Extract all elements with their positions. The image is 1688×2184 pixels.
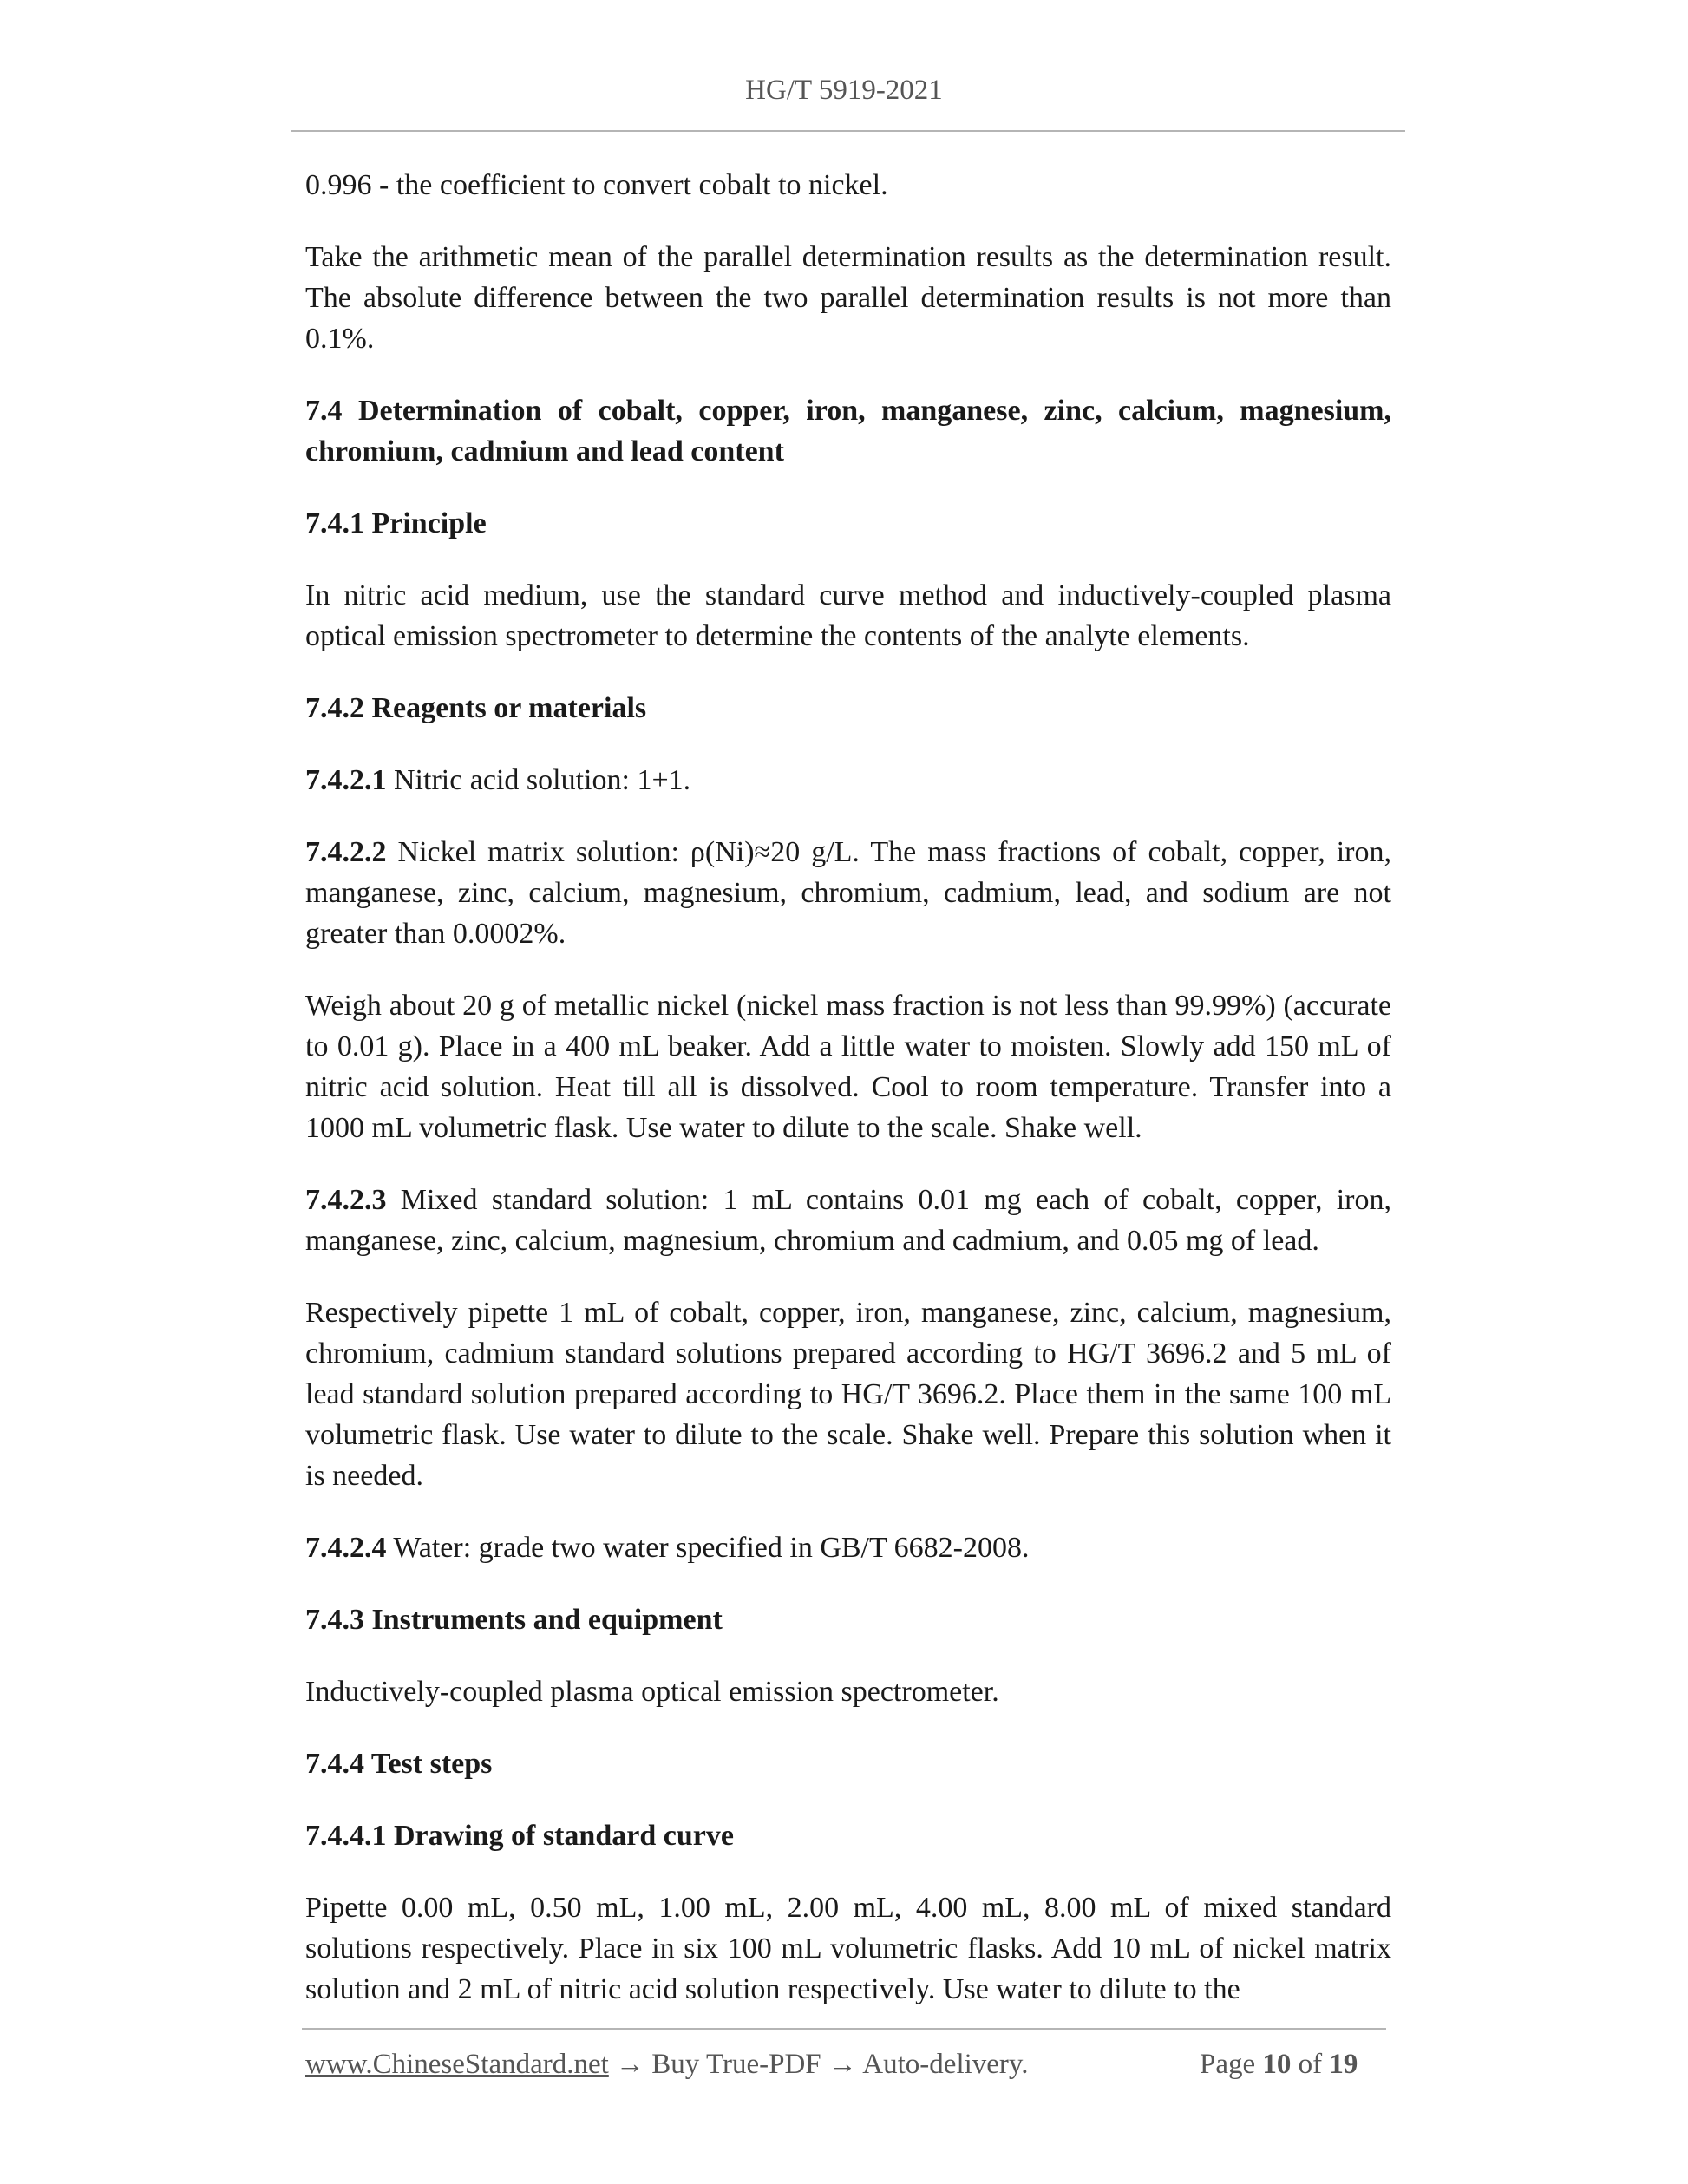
footer-tagline: → Buy True-PDF → Auto-delivery. [608, 2049, 1029, 2080]
page-number [1200, 2049, 1358, 2081]
clause-text: Water: grade two water specified in GB/T 6682-2008. [386, 1532, 1030, 1564]
clause-text: Mixed standard solution: 1 mL contains 0.01 mg each of cobalt, copper, iron, manganese, zinc, calcium, magnesium, chromium and cadmium, and 0.05 mg of lead. [305, 1184, 1391, 1257]
footer-divider [302, 2028, 1386, 2030]
page-of: of [1291, 2049, 1330, 2080]
clause-number: 7.4.2.4 [305, 1532, 387, 1564]
paragraph-instrument: Inductively-coupled plasma optical emission spectrometer. [305, 1676, 999, 1708]
paragraph-weigh-nickel: Weigh about 20 g of metallic nickel (nickel mass fraction is not less than 99.99%) (accurate to 0.01 g). Place in a 400 mL beaker. Add a little water to moisten. Slowly add 150 mL of nitric acid solution. Heat till all is dissolved. Cool to room temperature. Transfer into a 1000 mL volumetric flask. Use water to dilute to the scale. Shake well. [305, 990, 1391, 1144]
clause-7-4-2-2 [305, 832, 1391, 954]
paragraph-pipette-curve: Pipette 0.00 mL, 0.50 mL, 1.00 mL, 2.00 mL, 4.00 mL, 8.00 mL of mixed standard solutions respectively. Place in six 100 mL volumetric flasks. Add 10 mL of nickel matrix solution and 2 mL of nitric acid solution respectively. Use water to dilute to the [305, 1892, 1391, 2005]
clause-number: 7.4.2.3 [305, 1184, 387, 1216]
total-pages: 19 [1329, 2049, 1358, 2080]
paragraph-arithmetic-mean: Take the arithmetic mean of the parallel determination results as the determination result. The absolute difference between the two parallel determination results is not more than 0.1%. [305, 241, 1391, 355]
website-link[interactable]: www.ChineseStandard.net [305, 2049, 609, 2080]
section-heading-7-4-4: 7.4.4 Test steps [305, 1748, 493, 1780]
clause-7-4-2-4 [305, 1527, 1391, 1568]
section-heading-7-4-1: 7.4.1 Principle [305, 507, 487, 539]
footer-promo [305, 2049, 1029, 2081]
clause-number: 7.4.2.2 [305, 836, 387, 868]
section-heading-7-4-4-1: 7.4.4.1 Drawing of standard curve [305, 1820, 734, 1852]
section-heading-7-4: 7.4 Determination of cobalt, copper, iron, manganese, zinc, calcium, magnesium, chromium, cadmium and lead content [305, 395, 1391, 468]
page-label: Page [1200, 2049, 1263, 2080]
section-heading-7-4-2: 7.4.2 Reagents or materials [305, 692, 647, 724]
paragraph-principle: In nitric acid medium, use the standard curve method and inductively-coupled plasma optical emission spectrometer to determine the contents of the analyte elements. [305, 579, 1391, 652]
current-page: 10 [1262, 2049, 1292, 2080]
clause-text: Nickel matrix solution: ρ(Ni)≈20 g/L. The mass fractions of cobalt, copper, iron, manganese, zinc, calcium, magnesium, chromium, cadmium, lead, and sodium are not greater than 0.0002%. [305, 836, 1391, 950]
paragraph-pipette-standards: Respectively pipette 1 mL of cobalt, copper, iron, manganese, zinc, calcium, magnesium, chromium, cadmium standard solutions prepared according to HG/T 3696.2 and 5 mL of lead standard solution prepared according to HG/T 3696.2. Place them in the same 100 mL volumetric flask. Use water to dilute to the scale. Shake well. Prepare this solution when it is needed. [305, 1297, 1391, 1492]
clause-7-4-2-1 [305, 760, 1391, 801]
clause-7-4-2-3 [305, 1180, 1391, 1261]
clause-number: 7.4.2.1 [305, 764, 387, 796]
page-header-title: HG/T 5919-2021 [745, 75, 943, 106]
section-heading-7-4-3: 7.4.3 Instruments and equipment [305, 1604, 723, 1636]
clause-text: Nitric acid solution: 1+1. [386, 764, 691, 796]
document-body [305, 165, 1391, 2041]
header-divider [291, 130, 1405, 132]
paragraph-coefficient: 0.996 - the coefficient to convert cobalt to nickel. [305, 169, 888, 201]
